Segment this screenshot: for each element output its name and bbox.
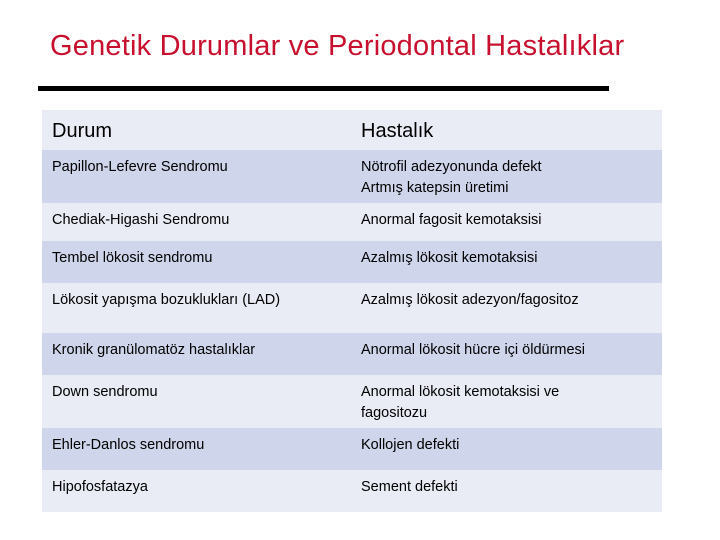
table-header-row bbox=[42, 110, 662, 150]
cell-hastalik bbox=[351, 203, 662, 241]
table-row bbox=[42, 150, 662, 203]
cell-hastalik-line: Kollojen defekti bbox=[361, 437, 460, 453]
page-title: Genetik Durumlar ve Periodontal Hastalıklar bbox=[50, 30, 625, 62]
table-row bbox=[42, 283, 662, 333]
cell-hastalik bbox=[351, 333, 662, 375]
cell-durum: Kronik granülomatöz hastalıklar bbox=[42, 333, 351, 375]
cell-hastalik-line: Artmış katepsin üretimi bbox=[361, 180, 509, 196]
conditions-table bbox=[42, 110, 662, 512]
cell-hastalik bbox=[351, 375, 662, 428]
cell-hastalik-line: Anormal fagosit kemotaksisi bbox=[361, 212, 542, 228]
cell-hastalik bbox=[351, 241, 662, 283]
cell-hastalik bbox=[351, 428, 662, 470]
cell-hastalik-line: Anormal lökosit hücre içi öldürmesi bbox=[361, 342, 586, 358]
cell-hastalik-line: Azalmış lökosit adezyon/fagositoz bbox=[361, 292, 579, 308]
table-row bbox=[42, 333, 662, 375]
cell-durum: Papillon-Lefevre Sendromu bbox=[42, 150, 351, 203]
cell-durum: Tembel lökosit sendromu bbox=[42, 241, 351, 283]
cell-hastalik bbox=[351, 470, 662, 512]
table-row bbox=[42, 241, 662, 283]
cell-durum: Lökosit yapışma bozuklukları (LAD) bbox=[42, 283, 351, 333]
table-row bbox=[42, 203, 662, 241]
cell-hastalik-line: Anormal lökosit kemotaksisi ve bbox=[361, 384, 560, 400]
title-divider bbox=[38, 86, 609, 91]
cell-hastalik-line: Azalmış lökosit kemotaksisi bbox=[361, 250, 538, 266]
cell-durum: Down sendromu bbox=[42, 375, 351, 428]
cell-hastalik-line: Nötrofil adezyonunda defekt bbox=[361, 159, 542, 175]
table-row bbox=[42, 375, 662, 428]
cell-durum: Hipofosfatazya bbox=[42, 470, 351, 512]
header-hastalik: Hastalık bbox=[351, 110, 662, 150]
cell-durum: Chediak-Higashi Sendromu bbox=[42, 203, 351, 241]
cell-hastalik-line: fagositozu bbox=[361, 405, 428, 421]
table-row bbox=[42, 470, 662, 512]
header-durum: Durum bbox=[42, 110, 351, 150]
cell-hastalik bbox=[351, 283, 662, 333]
cell-hastalik bbox=[351, 150, 662, 203]
cell-durum: Ehler-Danlos sendromu bbox=[42, 428, 351, 470]
cell-hastalik-line: Sement defekti bbox=[361, 479, 458, 495]
table-row bbox=[42, 428, 662, 470]
